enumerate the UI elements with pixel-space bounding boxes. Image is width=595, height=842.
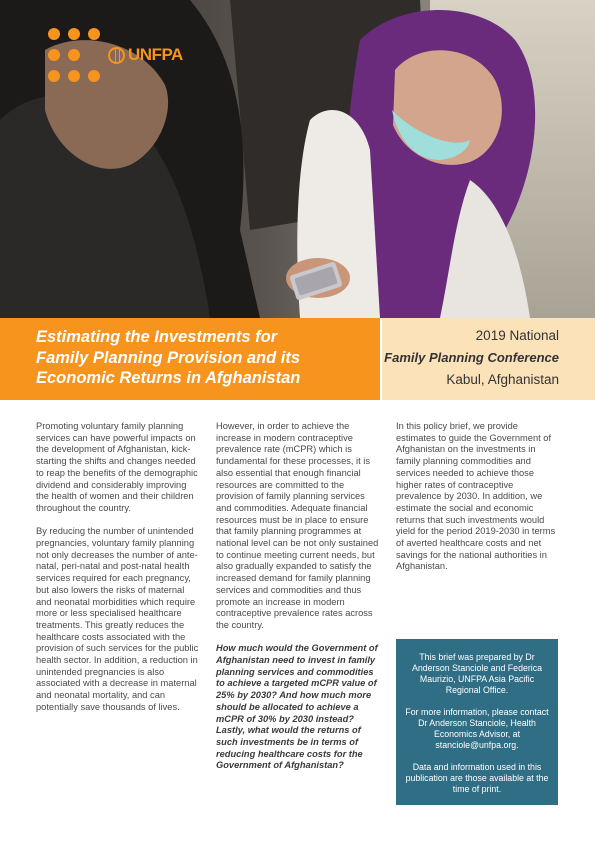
un-globe-icon xyxy=(108,47,125,64)
title-line: Estimating the Investments for xyxy=(36,328,278,346)
unfpa-logo xyxy=(48,28,183,84)
logo-dot-icon xyxy=(88,70,100,82)
key-questions: How much would the Government of Afghanistan need to invest in family planning services and commodities to achieve a targeted mCPR value of 25% by 2030? And how much more should be allocated to achieve a mCPR of 30% by 2030 instead? Lastly, what would the returns of such investments be in terms of reducing healthcare costs for the Government of Afghanistan? xyxy=(216,643,378,771)
body-paragraph: However, in order to achieve the increase in modern contraceptive prevalence rate (mCPR) which is fundamental for these processes, it is also essential that enough financial resources are committed to the provision of family planning services and commodities. Adequate financial resources must be in place to ensure that family planning programmes at national level can be not only sustained to continue meeting current needs, but also gradually expanded to satisfy the increased demand for family planning services and commodities and thus promote an increase in modern contraceptive prevalence rates across the country. xyxy=(216,421,379,630)
logo-dot-icon xyxy=(68,28,80,40)
document-title xyxy=(36,327,380,389)
title-line: Family Planning Provision and its xyxy=(36,348,301,367)
data-disclaimer: Data and information used in this publication are those available at the time of print. xyxy=(405,762,549,794)
logo-text: UNFPA xyxy=(128,45,183,64)
logo-dot-icon xyxy=(88,28,100,40)
cover-photo xyxy=(0,0,595,318)
body-paragraph: In this policy brief, we provide estimates to guide the Government of Afghanistan on the investments in family planning commodities and services needed to achieve those higher rates of contraceptive prevalence by 2030. In addition, we estimate the social and economic returns that such investments would yield for the period 2019-2030 in terms of averted healthcare costs and net savings for the national authorities in Afghanistan. xyxy=(396,421,556,572)
body-column-2 xyxy=(216,421,380,772)
body-column-1 xyxy=(36,421,200,725)
body-column-3 xyxy=(396,421,558,585)
logo-dot-icon xyxy=(48,28,60,40)
logo-wordmark xyxy=(108,45,183,65)
title-band xyxy=(0,318,595,400)
conference-name: Family Planning Conference xyxy=(384,350,559,365)
conference-location: Kabul, Afghanistan xyxy=(446,372,559,387)
conference-year: 2019 National xyxy=(475,328,559,343)
logo-dot-icon xyxy=(68,70,80,82)
conference-block xyxy=(380,318,595,400)
author-credit: This brief was prepared by Dr Anderson Stanciole and Federica Maurizio, UNFPA Asia Pacific Regional Office. xyxy=(411,652,543,695)
contact-info: For more information, please contact Dr Anderson Stanciole, Health Economics Advisor, at stanciole@unfpa.org. xyxy=(405,707,549,750)
title-block xyxy=(0,318,380,400)
logo-dot-icon xyxy=(68,49,80,61)
logo-dot-icon xyxy=(48,70,60,82)
logo-dot-icon xyxy=(48,49,60,61)
body-paragraph: Promoting voluntary family planning services can have powerful impacts on the development of Afghanistan, kick-starting the shifts and changes needed to reap the benefits of the demographic dividend and considerably improving the health of women and their children throughout the country. xyxy=(36,421,198,513)
title-line: Economic Returns in Afghanistan xyxy=(36,369,301,387)
body-paragraph: By reducing the number of unintended pregnancies, voluntary family planning not only decreases the number of ante-natal, peri-natal and post-natal health services required for each pregnancy, but also lowers the risks of maternal and neonatal morbidities which require more or less specialised healthcare treatments. This greatly reduces the healthcare costs associated with the provision of such services for the public health sector. In addition, a reduction in unintended pregnancies is also associated with a decrease in maternal and neonatal mortality, and can potentially save thousands of lives. xyxy=(36,526,199,712)
author-info-box xyxy=(396,639,558,805)
